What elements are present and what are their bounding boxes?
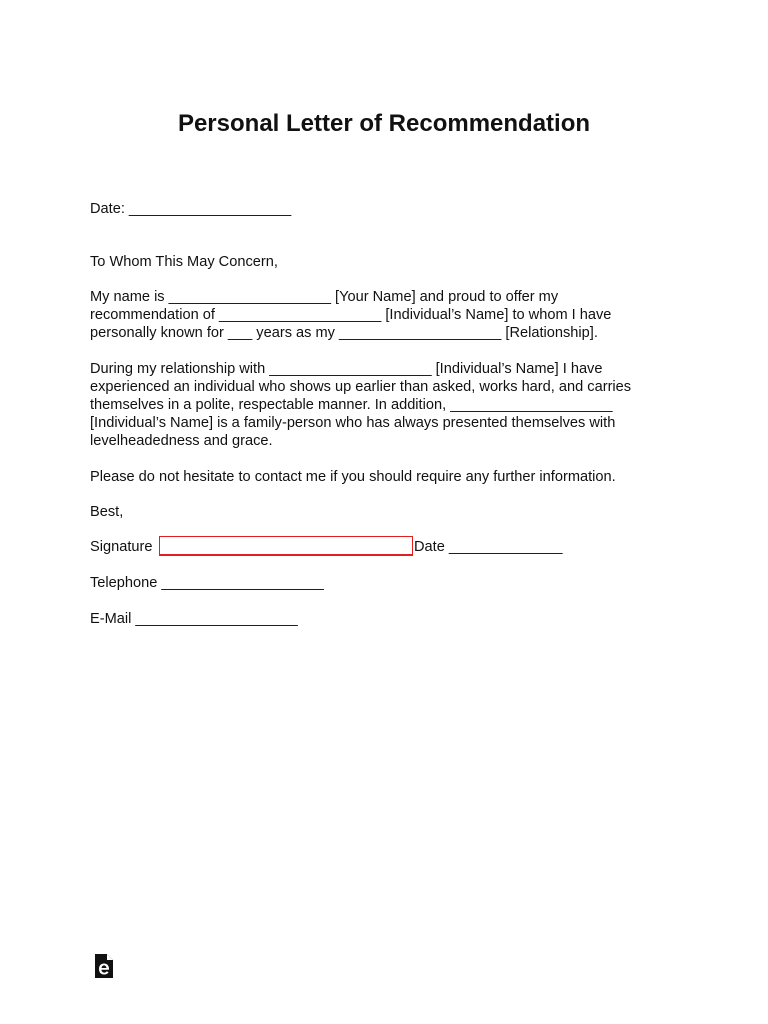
paragraph-relationship-line: levelheadedness and grace. <box>90 433 273 449</box>
document-title: Personal Letter of Recommendation <box>177 110 591 137</box>
eforms-logo-icon <box>93 953 115 979</box>
signature-field[interactable] <box>159 536 413 556</box>
paragraph-relationship-line: experienced an individual who shows up earlier than asked, works hard, and carries <box>90 379 632 395</box>
paragraph-intro-line: My name is ____________________ [Your Name] and proud to offer my <box>90 289 559 305</box>
signature-date: Date ______________ <box>414 539 563 555</box>
paragraph-intro-line: personally known for ___ years as my ____________________ [Relationship]. <box>90 325 598 341</box>
paragraph-relationship-line: During my relationship with ____________________ [Individual’s Name] I have <box>90 361 603 377</box>
salutation: To Whom This May Concern, <box>90 254 278 270</box>
paragraph-relationship-line: [Individual’s Name] is a family-person who has always presented themselves with <box>90 415 616 431</box>
email-line: E-Mail ____________________ <box>90 611 298 627</box>
telephone-line: Telephone ____________________ <box>90 575 324 591</box>
paragraph-contact: Please do not hesitate to contact me if you should require any further information. <box>90 469 616 485</box>
paragraph-relationship <box>90 360 690 450</box>
paragraph-intro <box>90 288 690 342</box>
paragraph-relationship-line: themselves in a polite, respectable manner. In addition, ____________________ <box>90 397 613 413</box>
date-line: Date: ____________________ <box>90 201 292 217</box>
signature-label: Signature <box>90 539 153 555</box>
closing: Best, <box>90 504 124 520</box>
paragraph-intro-line: recommendation of ____________________ [Individual’s Name] to whom I have <box>90 307 612 323</box>
